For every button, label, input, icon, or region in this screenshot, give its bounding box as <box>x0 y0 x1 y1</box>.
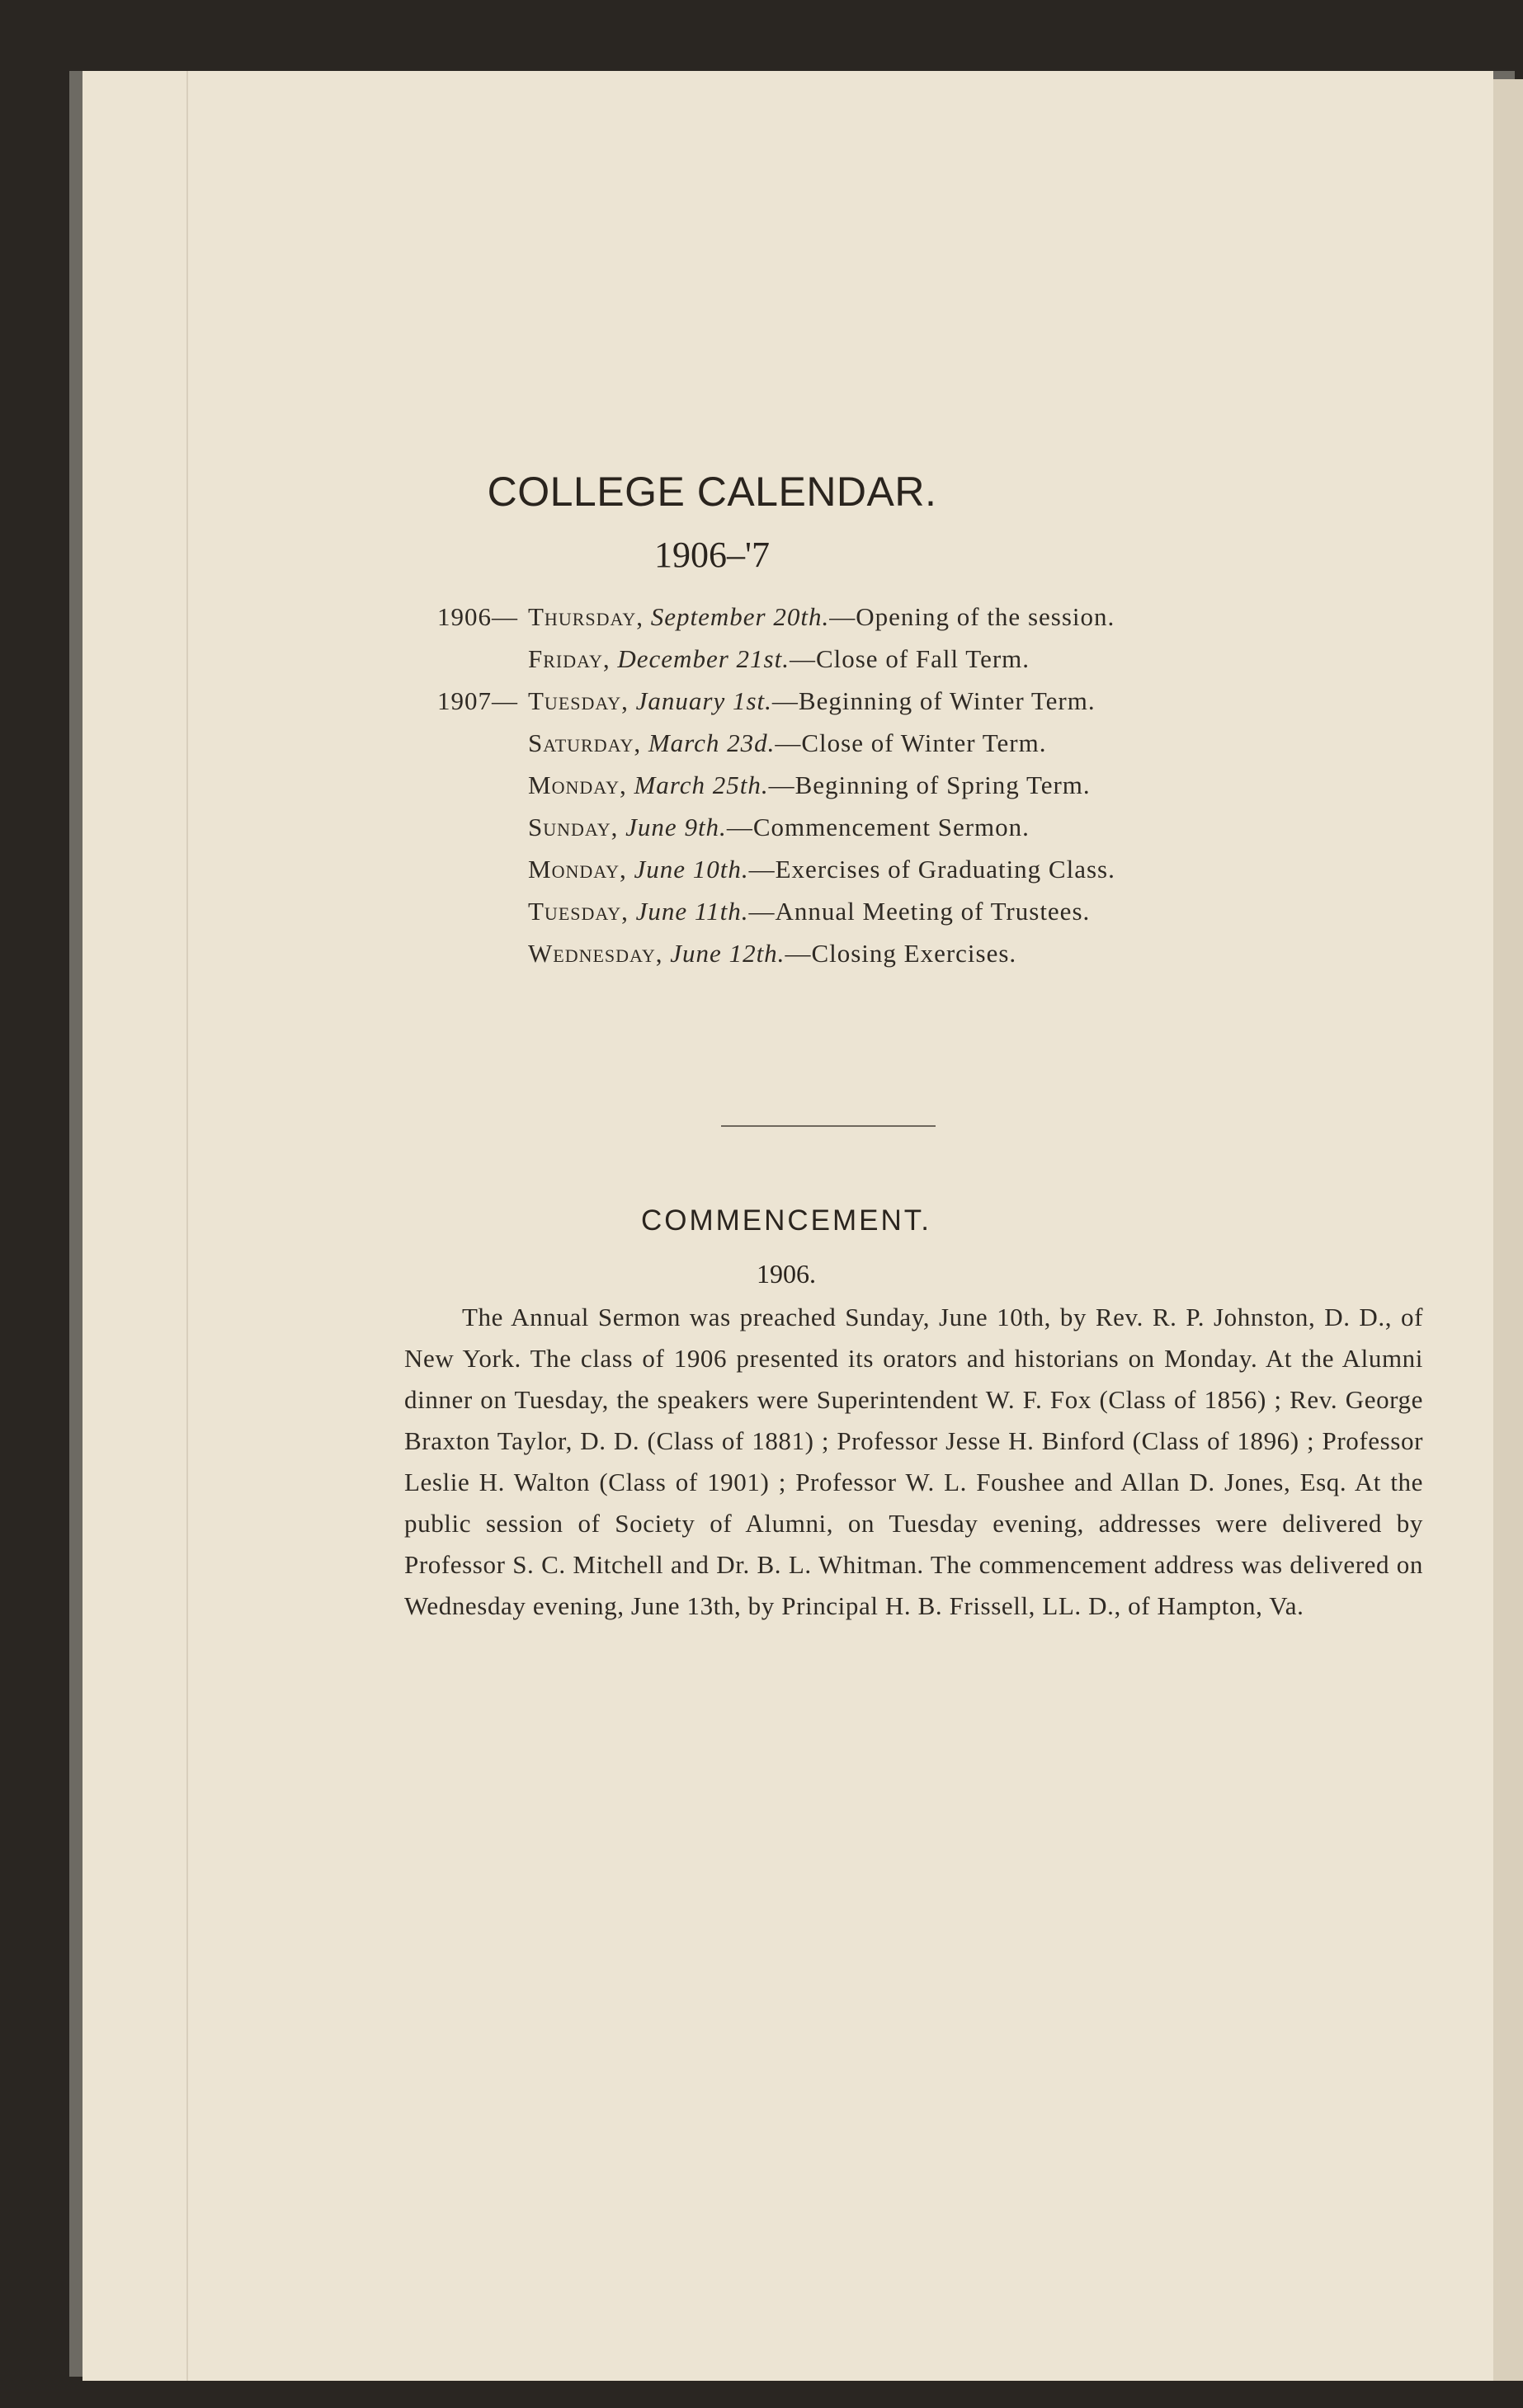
calendar-year-range: 1906–'7 <box>654 535 770 575</box>
calendar-event: —Closing Exercises. <box>785 939 1017 968</box>
calendar-date: December 21st. <box>617 644 790 673</box>
calendar-day: Monday, <box>528 855 627 884</box>
page-title: COLLEGE CALENDAR. <box>487 469 937 515</box>
calendar-date: June 10th. <box>634 855 749 884</box>
calendar-entry <box>437 680 1427 722</box>
calendar-date: January 1st. <box>635 686 772 715</box>
calendar-event: —Exercises of Graduating Class. <box>748 855 1115 884</box>
calendar-year: 1907— <box>437 686 518 715</box>
calendar-day: Sunday, <box>528 813 619 841</box>
calendar-entry <box>437 932 1427 974</box>
calendar-event: —Opening of the session. <box>829 602 1115 631</box>
calendar-event: —Commencement Sermon. <box>726 813 1030 841</box>
calendar-list <box>437 596 1427 974</box>
calendar-event: —Close of Fall Term. <box>789 644 1030 673</box>
calendar-date: June 11th. <box>635 897 749 926</box>
calendar-year: 1906— <box>437 602 518 631</box>
commencement-year: 1906. <box>757 1259 816 1289</box>
calendar-day: Tuesday, <box>528 897 629 926</box>
section-divider <box>721 1125 936 1127</box>
calendar-entry <box>437 638 1427 680</box>
calendar-day: Monday, <box>528 770 627 799</box>
calendar-event: —Beginning of Spring Term. <box>768 770 1091 799</box>
calendar-day: Friday, <box>528 644 611 673</box>
calendar-entry <box>437 848 1427 890</box>
commencement-title: COMMENCEMENT. <box>640 1204 932 1237</box>
calendar-event: —Annual Meeting of Trustees. <box>748 897 1091 926</box>
calendar-day: Saturday, <box>528 728 642 757</box>
calendar-entry <box>437 722 1427 764</box>
calendar-entry <box>437 764 1427 806</box>
calendar-entry <box>437 596 1427 638</box>
calendar-date: March 25th. <box>634 770 769 799</box>
calendar-event: —Beginning of Winter Term. <box>771 686 1096 715</box>
calendar-event: —Close of Winter Term. <box>775 728 1047 757</box>
calendar-day: Tuesday, <box>528 686 629 715</box>
calendar-date: September 20th. <box>650 602 830 631</box>
calendar-entry <box>437 806 1427 848</box>
calendar-date: June 9th. <box>625 813 727 841</box>
calendar-day: Thursday, <box>528 602 644 631</box>
calendar-day: Wednesday, <box>528 939 663 968</box>
calendar-date: June 12th. <box>670 939 785 968</box>
calendar-date: March 23d. <box>648 728 776 757</box>
commencement-paragraph: The Annual Sermon was preached Sunday, June 10th, by Rev. R. P. Johnston, D. D., of New York. The class of 1906 presented its orators and historians on Monday. At the Alumni dinner on Tuesday, the speakers were Superintendent W. F. Fox (Class of 1856) ; Rev. George Braxton Taylor, D. D. (Class of 1881) ; Professor Jesse H. Binford (Class of 1896) ; Professor Leslie H. Walton (Class of 1901) ; Professor W. L. Foushee and Allan D. Jones, Esq. At the public session of Society of Alumni, on Tuesday evening, addresses were delivered by Professor S. C. Mitchell and Dr. B. L. Whitman. The commencement address was delivered on Wednesday evening, June 13th, by Principal H. B. Frissell, LL. D., of Hampton, Va. <box>404 1303 1423 1620</box>
calendar-entry <box>437 890 1427 932</box>
